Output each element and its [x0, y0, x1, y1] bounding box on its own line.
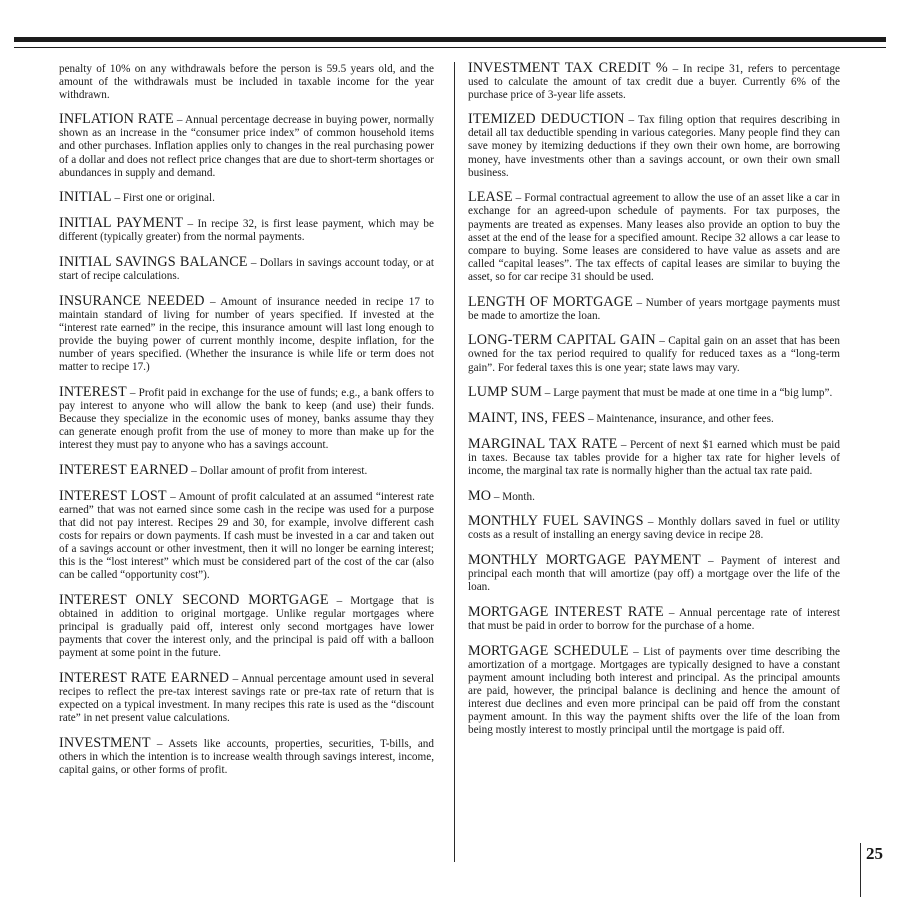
glossary-definition: – Monthly dollars saved in fuel or utility costs as a result of installing an energy saving device in recipe 28. — [468, 516, 840, 542]
glossary-term: MORTGAGE SCHEDULE — [468, 642, 629, 659]
glossary-entry — [468, 113, 840, 179]
glossary-column-right — [468, 62, 840, 749]
glossary-definition: – First one or original. — [111, 192, 215, 205]
glossary-entry — [59, 62, 434, 102]
glossary-term: INTEREST ONLY SECOND MORTGAGE — [59, 591, 329, 608]
glossary-entry — [59, 217, 434, 244]
glossary-definition: – Profit paid in exchange for the use of funds; e.g., a bank offers to pay interest to anyone who will allow the bank to keep (and use) their funds. Because they specialize in the economic uses of money, banks assume thay they can generate enough profit from the use of money to more than make up for the interest they must pay to anyone who has a savings account. — [59, 386, 434, 452]
glossary-term: INTEREST EARNED — [59, 461, 189, 478]
glossary-definition: – List of payments over time describing the amortization of a mortgage. Mortgages are typically designed to have a constant payment amount including both interest and principal. As the principal amounts are paid, however, the principal balance is declining and hence the amount of interest due declines and even more principal can be paid off from the constant payment amount. In this way the payment shifts over the life of the loan from being mostly interest to mostly principal until the mortgage is paid off. — [468, 645, 840, 737]
glossary-term: ITEMIZED DEDUCTION — [468, 111, 625, 128]
top-rule-thin — [14, 47, 886, 48]
glossary-term: INSURANCE NEEDED — [59, 292, 205, 309]
glossary-term: INITIAL PAYMENT — [59, 215, 184, 232]
glossary-definition: – Maintenance, insurance, and other fees. — [585, 412, 774, 425]
glossary-definition: – Large payment that must be made at one time in a “big lump”. — [542, 387, 833, 400]
glossary-term: MONTHLY FUEL SAVINGS — [468, 513, 644, 530]
glossary-entry — [59, 383, 434, 452]
glossary-entry — [468, 642, 840, 738]
glossary-term: INTEREST LOST — [59, 487, 167, 504]
glossary-term: MORTGAGE INTEREST RATE — [468, 603, 664, 620]
glossary-definition: – Assets like accounts, properties, securities, T-bills, and others in which the intention is to increase wealth through savings interest, income, capital gains, or other forms of profit. — [59, 737, 434, 776]
glossary-entry — [59, 292, 434, 375]
glossary-definition: – Payment of interest and principal each month that will amortize (pay off) a mortgage over the life of the loan. — [468, 554, 840, 594]
glossary-term: MO — [468, 487, 492, 504]
glossary-definition: – Dollars in savings account today, or at start of recipe calculations. — [59, 256, 434, 282]
glossary-term: INTEREST — [59, 383, 127, 400]
glossary-column-left — [59, 62, 434, 789]
glossary-entry — [468, 293, 840, 323]
glossary-entry — [468, 62, 840, 102]
glossary-term: LUMP SUM — [468, 384, 542, 401]
glossary-entry — [59, 113, 434, 179]
glossary-entry — [468, 487, 840, 504]
glossary-definition: – Amount of profit calculated at an assumed “interest rate earned” that was not earned since some cash in the recipe was used for a purpose that did not pay interest. Recipes 29 and 30, for example, involve different cash costs for repairs or down payments. If cash must be invested in a car and taken out of a savings account or other investment, then it will no longer be earning interest; this is the “lost interest” which must be considered part of the cost of the car (also can be called “opportunity cost”). — [59, 490, 434, 582]
glossary-entry — [59, 487, 434, 583]
glossary-definition: – Month. — [491, 490, 535, 503]
glossary-entry — [468, 334, 840, 374]
top-rule-thick — [14, 37, 886, 42]
glossary-definition: – Number of years mortgage payments must be made to amortize the loan. — [468, 296, 840, 322]
glossary-definition: – Annual percentage decrease in buying power, normally shown as an increase in the “consumer price index” of common household items and other purchases. Inflation applies only to changes in the real purchasing power of a dollar and does not reflect price changes that are due to short-term shortages or abundances in supply and demand. — [59, 114, 434, 179]
glossary-entry — [468, 551, 840, 594]
glossary-definition: – Capital gain on an asset that has been owned for the tax period required to qualify for reduced taxes as a “long-term gain”. For federal taxes this is one year; state laws may vary. — [468, 335, 840, 374]
glossary-definition: – Annual percentage amount used in several recipes to reflect the pre-tax interest savings rate or pre-tax rate of return that is expected on a typical investment. In many recipes this rate is used as the “discount rate” in net present value calculations. — [59, 672, 435, 725]
glossary-entry — [59, 669, 435, 725]
glossary-entry — [59, 734, 434, 777]
glossary-definition: – Amount of insurance needed in recipe 17 to maintain standard of living for number of years specified. If invested at the “interest rate earned” in the recipe, this insurance amount will last long enough to provide the buying power of current monthly income, despite inflation, for the number of years specified. (Whether the insurance is while life or term does not matter to recipe 17.) — [59, 295, 434, 374]
glossary-definition: – Mortgage that is obtained in addition to original mortgage. Unlike regular mortgages where principal is gradually paid off, interest only second mortgages have lower payments that cover the interest only, and the principal is paid off with a balloon payment at some point in the future. — [59, 594, 434, 660]
glossary-term: INVESTMENT TAX CREDIT % — [468, 60, 668, 76]
glossary-definition: penalty of 10% on any withdrawals before the person is 59.5 years old, and the amount of the withdrawals must be included in taxable income for the year withdrawn. — [59, 63, 434, 102]
glossary-definition: – Tax filing option that requires describing in detail all tax deductible spending in various categories. Many people find they can save money by itemizing deductions if they own their own home, are borrowing money, have investments other than a savings account, or own their own small business. — [468, 114, 840, 179]
glossary-definition: – Annual percentage rate of interest that must be paid in order to borrow for the purchase of a home. — [468, 606, 840, 632]
glossary-definition: – Percent of next $1 earned which must be paid in taxes. Because tax tables provide for a higher tax rate for higher levels of income, the marginal tax rate is normally higher than the actual tax rate paid. — [468, 438, 840, 477]
glossary-definition: – Formal contractual agreement to allow the use of an asset like a car in exchange for an agreed-upon schedule of payments. For tax purposes, the payments are treated as expenses. Many leases also provide an option to buy the asset at the end of the lease for a specified amount. Recipe 32 allows a car lease to compare to buying. Some leases are considered to have value as assets and are called “capital leases”. The tax effects of capital leases are similar to buying the asset, so for car recipe 31 should be used. — [468, 192, 840, 283]
glossary-term: LENGTH OF MORTGAGE — [468, 293, 633, 310]
glossary-term: INITIAL — [59, 189, 112, 206]
glossary-term: INFLATION RATE — [59, 111, 174, 128]
column-divider — [454, 62, 455, 862]
glossary-term: MONTHLY MORTGAGE PAYMENT — [468, 551, 701, 568]
glossary-term: LONG-TERM CAPITAL GAIN — [468, 332, 656, 349]
glossary-entry — [468, 603, 840, 633]
glossary-definition: – Dollar amount of profit from interest. — [188, 464, 368, 477]
glossary-term: MAINT, INS, FEES — [468, 409, 586, 426]
glossary-term: LEASE — [468, 189, 513, 206]
glossary-term: MARGINAL TAX RATE — [468, 435, 618, 452]
glossary-term: INTEREST RATE EARNED — [59, 669, 230, 686]
glossary-entry — [468, 191, 840, 284]
glossary-definition: – In recipe 32, is first lease payment, which may be different (typically greater) from the normal payments. — [59, 218, 434, 244]
glossary-entry — [59, 191, 434, 205]
page-number-divider — [860, 843, 861, 897]
glossary-entry — [59, 591, 434, 660]
glossary-entry — [59, 461, 434, 478]
glossary-term: INVESTMENT — [59, 734, 151, 751]
glossary-term: INITIAL SAVINGS BALANCE — [59, 253, 248, 270]
glossary-definition: – In recipe 31, refers to percentage used to calculate the amount of tax credit due a buyer. Currently 6% of the purchase price of 3-year life assets. — [468, 63, 841, 102]
glossary-entry — [468, 386, 840, 400]
glossary-entry — [59, 253, 434, 283]
page-number: 25 — [866, 844, 883, 863]
glossary-entry — [468, 409, 840, 426]
glossary-entry — [468, 515, 840, 542]
glossary-entry — [468, 435, 840, 478]
